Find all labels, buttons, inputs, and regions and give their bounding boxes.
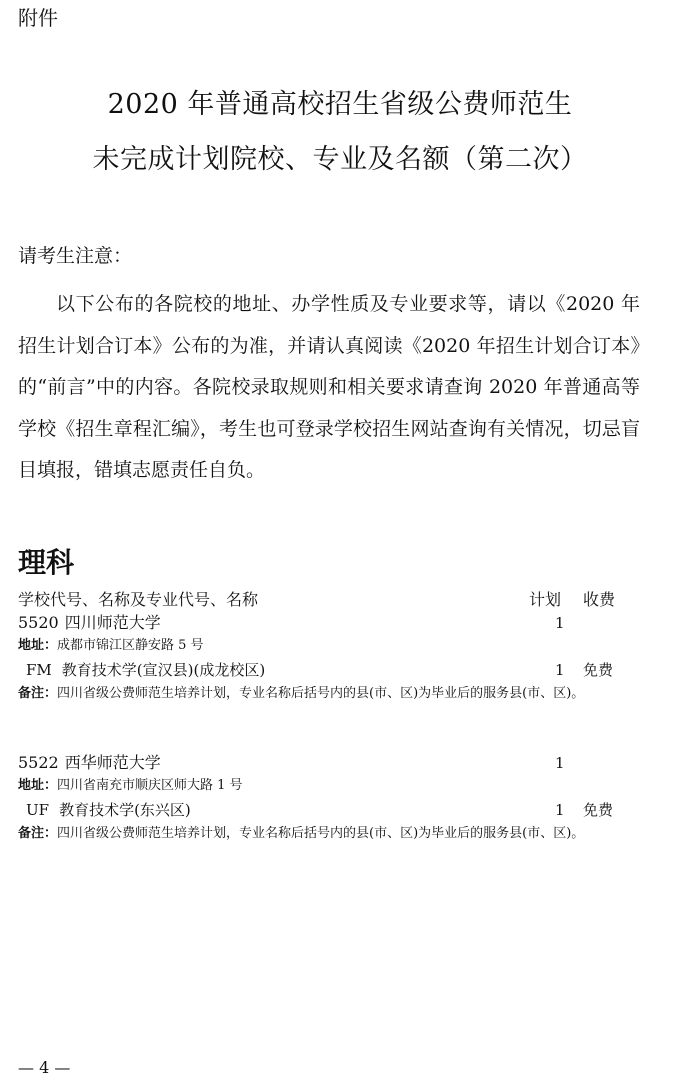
attachment-label: 附件: [18, 6, 58, 30]
major-row: [18, 659, 640, 681]
school-code: 5522: [18, 753, 59, 772]
document-title-line-2: 未完成计划院校、专业及名额（第二次）: [92, 144, 588, 175]
major-code: UF: [26, 801, 50, 819]
school-name: 四川师范大学: [64, 613, 161, 632]
school-address: [18, 776, 243, 796]
major-name: 教育技术学(宣汉县)(成龙校区): [61, 661, 266, 679]
remark-text: 四川省级公费师范生培养计划，专业名称后括号内的县(市、区)为毕业后的服务县(市、区)。: [57, 686, 585, 701]
school-row: [18, 752, 640, 774]
school-plan: 1: [555, 754, 565, 772]
school-row: [18, 612, 640, 634]
school-address: [18, 636, 204, 656]
column-header-school-major: 学校代号、名称及专业代号、名称: [18, 590, 259, 609]
major-name: 教育技术学(东兴区): [59, 801, 191, 819]
major-code-name: [26, 659, 265, 681]
section-title: 理科: [18, 546, 75, 579]
school-remark: [18, 682, 640, 705]
school-name: 西华师范大学: [64, 753, 161, 772]
column-header-fee: 收费: [583, 590, 616, 609]
major-fee: 免费: [583, 661, 614, 679]
address-label: 地址：: [18, 638, 58, 653]
address-label: 地址：: [18, 778, 58, 793]
notice-body: 以下公布的各院校的地址、办学性质及专业要求等，请以《2020 年招生计划合订本》公布的为准，并请认真阅读《2020 年招生计划合订本》的“前言”中的内容。各院校录取规则和相关要求请查询 2020 年普通高等学校《招生章程汇编》，考生也可登录学校招生网站查询有关情况，切忌盲目填报，错填志愿责任自负。: [18, 293, 640, 481]
major-fee: 免费: [583, 801, 614, 819]
school-plan: 1: [555, 614, 565, 632]
address-text: 四川省南充市顺庆区师大路 1 号: [57, 778, 243, 793]
school-code: 5520: [18, 613, 59, 632]
major-code-name: [26, 799, 191, 821]
column-header-plan: 计划: [529, 590, 562, 609]
school-remark: [18, 822, 640, 845]
remark-label: 备注：: [18, 686, 58, 701]
major-row: [18, 799, 640, 821]
school-code-name: [18, 612, 161, 634]
address-text: 成都市锦江区静安路 5 号: [57, 638, 204, 653]
remark-label: 备注：: [18, 826, 58, 841]
page-number: — 4 —: [18, 1058, 71, 1077]
notice-label: 请考生注意：: [18, 245, 133, 267]
major-plan: 1: [555, 661, 565, 679]
major-plan: 1: [555, 801, 565, 819]
remark-text: 四川省级公费师范生培养计划，专业名称后括号内的县(市、区)为毕业后的服务县(市、区)。: [57, 826, 585, 841]
school-code-name: [18, 752, 161, 774]
table-header: [18, 589, 640, 611]
document-title-line-1: 2020 年普通高校招生省级公费师范生: [107, 89, 573, 120]
major-code: FM: [26, 661, 52, 679]
